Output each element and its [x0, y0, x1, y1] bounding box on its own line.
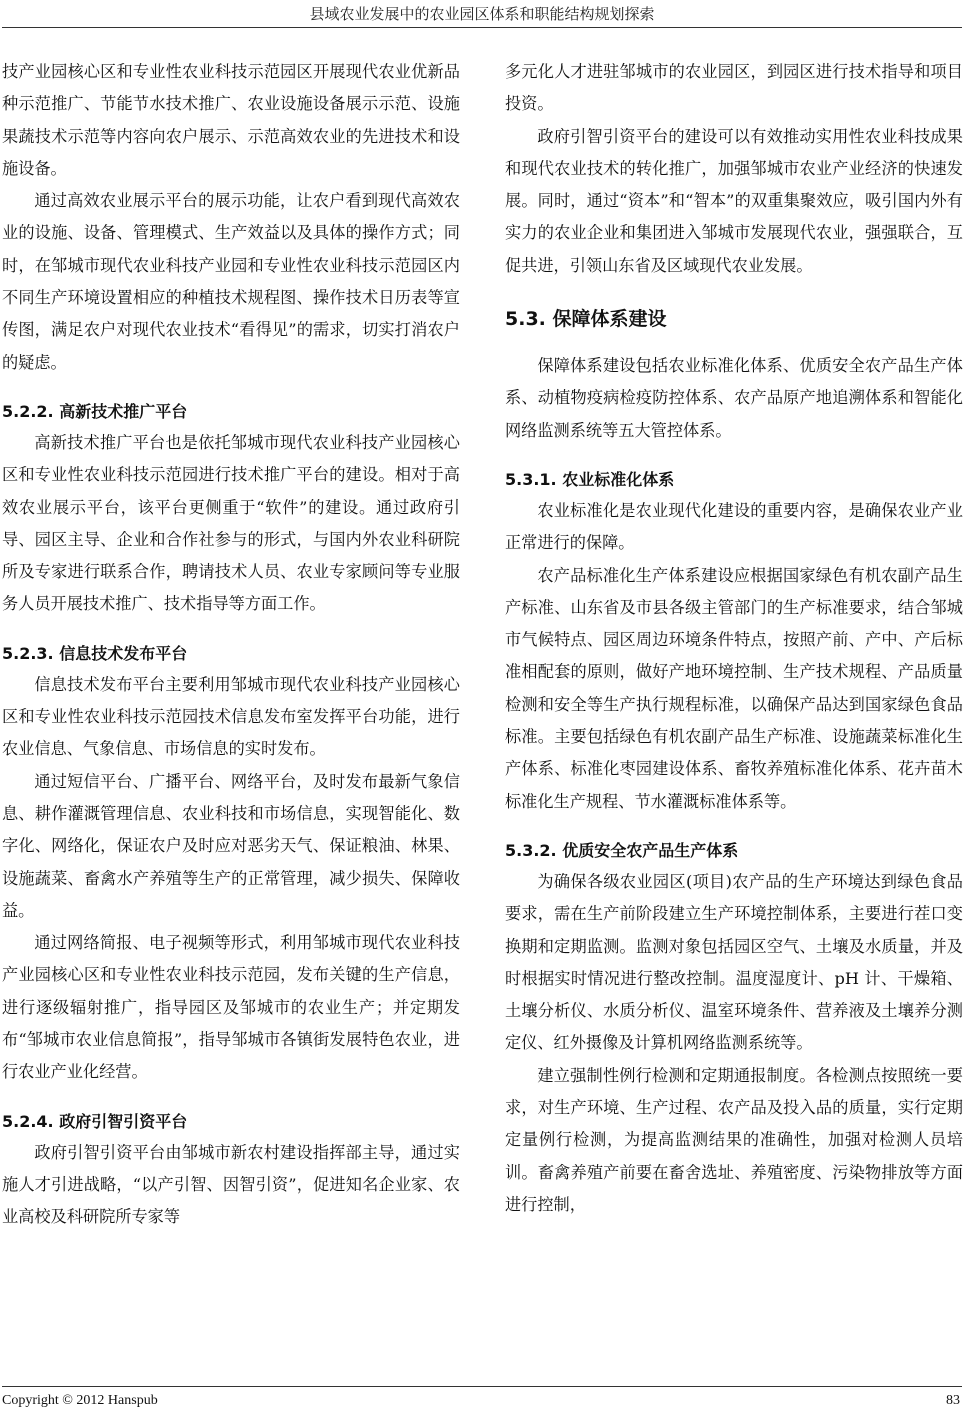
paragraph: 通过网络简报、电子视频等形式，利用邹城市现代农业科技产业园核心区和专业性农业科技示范园，发布关键的生产信息，进行逐级辐射推广，指导园区及邹城市的农业生产；并定期发布“邹城市农业信息简报”，指导邹城市各镇街发展特色农业，进行农业产业化经营。	[2, 933, 460, 1082]
header-divider	[2, 27, 962, 28]
paragraph: 农产品标准化生产体系建设应根据国家绿色有机农副产品生产标准、山东省及市县各级主管部门的生产标准要求，结合邹城市气候特点、园区周边环境条件特点，按照产前、产中、产后标准相配套的原则，做好产地环境控制、生产技术规程、产品质量检测和安全等生产执行规程标准，以确保产品达到国家绿色食品标准。主要包括绿色有机农副产品生产标准、设施蔬菜标准化生产体系、标准化枣园建设体系、畜牧养殖标准化体系、花卉苗木标准化生产规程、节水灌溉标准体系等。	[505, 565, 963, 811]
paragraph: 农业标准化是农业现代化建设的重要内容，是确保农业产业正常进行的保障。	[505, 500, 963, 553]
footer-divider	[2, 1386, 962, 1387]
paragraph: 多元化人才进驻邹城市的农业园区，到园区进行技术指导和项目投资。	[505, 62, 963, 114]
section-heading-5-2-4: 5.2.4. 政府引智引资平台	[2, 1111, 188, 1131]
paragraph: 保障体系建设包括农业标准化体系、优质安全农产品生产体系、动植物疫病检疫防控体系、农产品原产地追溯体系和智能化网络监测系统等五大管控体系。	[505, 356, 963, 440]
paragraph: 建立强制性例行检测和定期通报制度。各检测点按照统一要求，对生产环境、生产过程、农产品及投入品的质量，实行定期定量例行检测，为提高监测结果的准确性，加强对检测人员培训。畜禽养殖产前要在畜舍选址、养殖密度、污染物排放等方面进行控制，	[505, 1065, 963, 1214]
paragraph: 政府引智引资平台的建设可以有效推动实用性农业科技成果和现代农业技术的转化推广，加强邹城市农业产业经济的快速发展。同时，通过“资本”和“智本”的双重集聚效应，吸引国内外有实力的农业企业和集团进入邹城市发展现代农业，强强联合，互促共进，引领山东省及区域现代农业发展。	[505, 126, 963, 275]
paragraph: 为确保各级农业园区(项目)农产品的生产环境达到绿色食品要求，需在生产前阶段建立生产环境控制体系，主要进行茬口变换期和定期监测。监测对象包括园区空气、土壤及水质量，并及时根据实时情况进行整改控制。温度湿度计、pH 计、干燥箱、土壤分析仪、水质分析仪、温室环境条件、营养液及土壤养分测定仪、红外摄像及计算机网络监测系统等。	[505, 871, 963, 1053]
paragraph: 信息技术发布平台主要利用邹城市现代农业科技产业园核心区和专业性农业科技示范园技术信息发布室发挥平台功能，进行农业信息、气象信息、市场信息的实时发布。	[2, 674, 460, 759]
left-column	[2, 56, 460, 1234]
section-heading-5-2-2: 5.2.2. 高新技术推广平台	[2, 401, 188, 421]
copyright: Copyright © 2012 Hanspub	[2, 1393, 158, 1408]
section-heading-5-3: 5.3. 保障体系建设	[505, 308, 667, 331]
paragraph: 通过高效农业展示平台的展示功能，让农户看到现代高效农业的设施、设备、管理模式、生产效益以及具体的操作方式；同时，在邹城市现代农业科技产业园和专业性农业科技示范园区内不同生产环境设置相应的种植技术规程图、操作技术日历表等宣传图，满足农户对现代农业技术“看得见”的需求，切实打消农户的疑虑。	[2, 191, 460, 372]
paragraph: 通过短信平台、广播平台、网络平台，及时发布最新气象信息、耕作灌溉管理信息、农业科技和市场信息，实现智能化、数字化、网络化，保证农户及时应对恶劣天气、保证粮油、林果、设施蔬菜、畜禽水产养殖等生产的正常管理，减少损失、保障收益。	[2, 771, 460, 920]
paragraph: 政府引智引资平台由邹城市新农村建设指挥部主导，通过实施人才引进战略，“以产引智、因智引资”，促进知名企业家、农业高校及科研院所专家等	[2, 1142, 460, 1227]
right-column	[505, 56, 963, 1221]
running-header: 县域农业发展中的农业园区体系和职能结构规划探索	[309, 5, 655, 23]
page-number: 83	[946, 1393, 960, 1408]
section-heading-5-2-3: 5.2.3. 信息技术发布平台	[2, 643, 188, 663]
paragraph: 技产业园核心区和专业性农业科技示范园区开展现代农业优新品种示范推广、节能节水技术推广、农业设施设备展示示范、设施果蔬技术示范等内容向农户展示、示范高效农业的先进技术和设施设备。	[2, 62, 460, 178]
paragraph: 高新技术推广平台也是依托邹城市现代农业科技产业园核心区和专业性农业科技示范园进行技术推广平台的建设。相对于高效农业展示平台，该平台更侧重于“软件”的建设。通过政府引导、园区主导、企业和合作社参与的形式，与国内外农业科研院所及专家进行联系合作，聘请技术人员、农业专家顾问等专业服务人员开展技术推广、技术指导等方面工作。	[2, 432, 460, 614]
section-heading-5-3-1: 5.3.1. 农业标准化体系	[505, 469, 675, 489]
section-heading-5-3-2: 5.3.2. 优质安全农产品生产体系	[505, 840, 739, 860]
